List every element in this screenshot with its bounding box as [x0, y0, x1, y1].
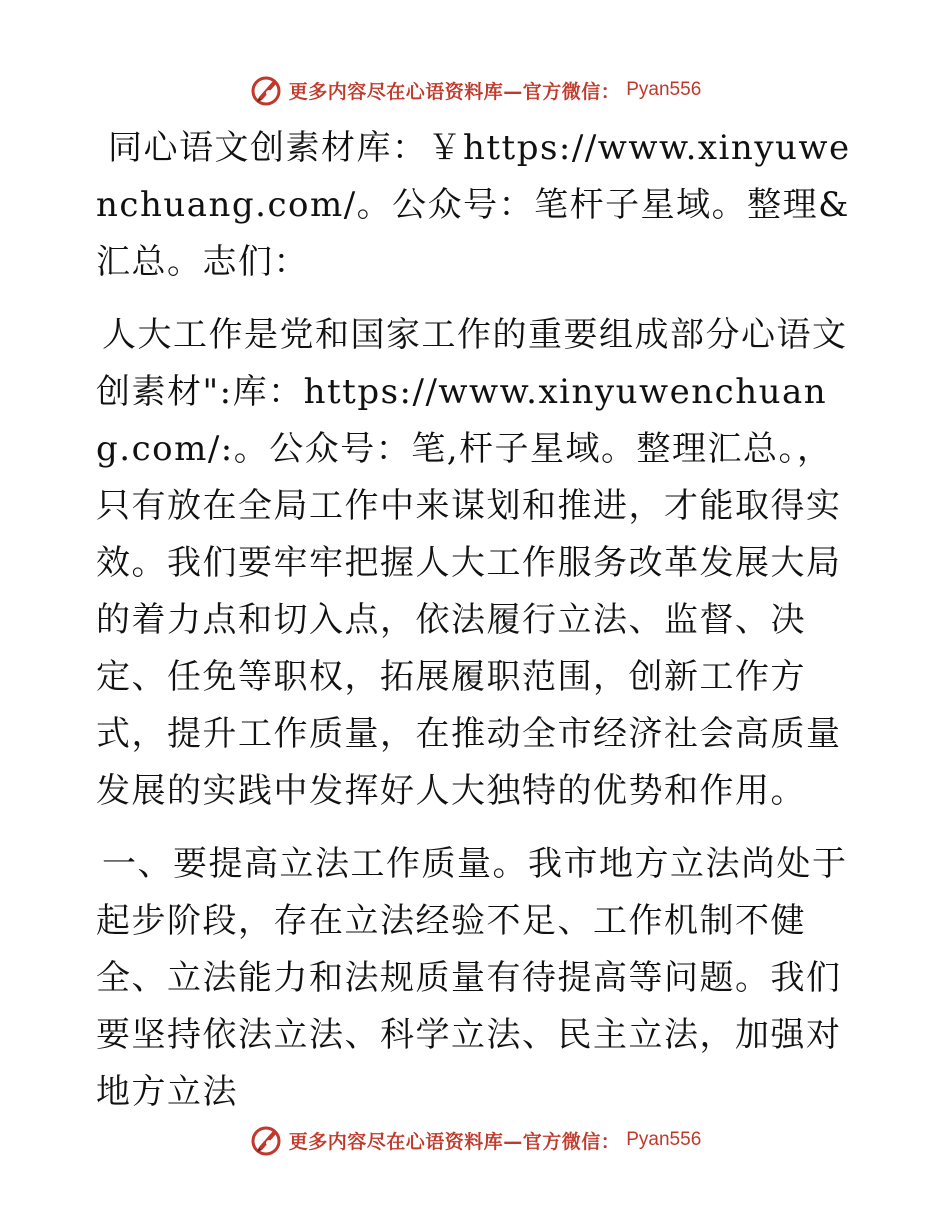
header-watermark-banner	[0, 70, 950, 110]
red-pen-quill-icon	[249, 1123, 283, 1157]
banner-text: 更多内容尽在心语资料库—官方微信：	[288, 80, 621, 103]
paragraph-intro: 同心语文创素材库：￥https://www.xinyuwenchuang.com/。公众号：笔杆子星域。整理&汇总。志们：	[96, 128, 851, 282]
banner-text: 更多内容尽在心语资料库—官方微信：	[288, 1130, 621, 1153]
red-pen-quill-icon	[249, 73, 283, 107]
footer-watermark-banner	[0, 1120, 950, 1160]
paragraph-main: 人大工作是党和国家工作的重要组成部分心语文创素材":库：https://www.xinyuwenchuang.com/:。公众号：笔,杆子星域。整理汇总。，只有放在全局工作中来谋划和推进，才能取得实效。我们要牢牢把握人大工作服务改革发展大局的着力点和切入点，依法履行立法、监督、决定、任免等职权，拓展履职范围，创新工作方式，提升工作质量，在推动全市经济社会高质量发展的实践中发挥好人大独特的优势和作用。	[96, 315, 848, 811]
document-body	[96, 120, 856, 1137]
banner-wechat-id: Pyan556	[626, 79, 702, 100]
banner-wechat-id: Pyan556	[626, 1129, 702, 1150]
paragraph-section-one: 一、要提高立法工作质量。我市地方立法尚处于起步阶段，存在立法经验不足、工作机制不健全、立法能力和法规质量有待提高等问题。我们要坚持依法立法、科学立法、民主立法，加强对地方立法	[96, 844, 848, 1112]
